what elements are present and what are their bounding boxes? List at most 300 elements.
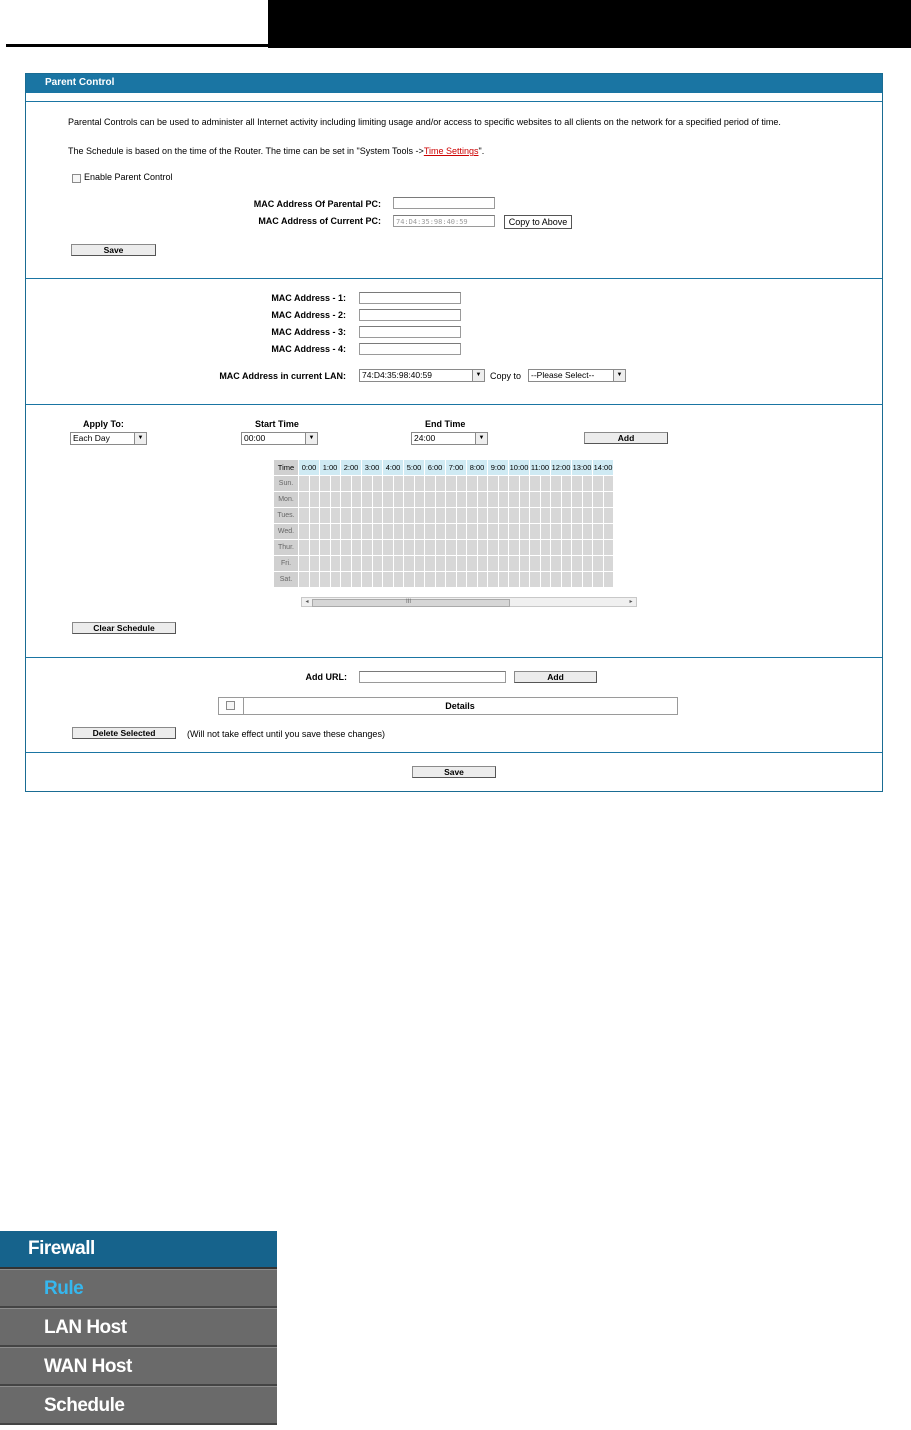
time-slot-cell[interactable] (320, 572, 331, 588)
clear-schedule-button[interactable]: Clear Schedule (72, 622, 176, 634)
time-slot-cell[interactable] (320, 540, 331, 556)
divider (26, 752, 882, 753)
time-slot-cell[interactable] (530, 492, 541, 508)
time-slot-cell[interactable] (330, 540, 341, 556)
mac-3-label: MAC Address - 3: (271, 327, 346, 337)
time-slot-cell[interactable] (582, 540, 593, 556)
schedule-note-prefix: The Schedule is based on the time of the Router. The time can be set in "System Tools -> (68, 146, 424, 156)
panel-title: Parent Control (26, 74, 882, 93)
time-slot-cell[interactable] (593, 540, 604, 556)
time-slot-cell[interactable] (383, 492, 394, 508)
hour-header: 5:00 (404, 460, 425, 476)
time-slot-cell[interactable] (414, 524, 425, 540)
time-slot-cell[interactable] (498, 508, 509, 524)
time-slot-cell[interactable] (477, 556, 488, 572)
time-slot-cell[interactable] (446, 524, 457, 540)
time-slot-cell[interactable] (393, 476, 404, 492)
hour-header: 10:00 (509, 460, 530, 476)
time-slot-cell[interactable] (309, 476, 320, 492)
time-slot-cell[interactable] (488, 476, 499, 492)
time-slot-cell[interactable] (456, 524, 467, 540)
time-slot-cell[interactable] (299, 572, 310, 588)
time-slot-cell[interactable] (519, 524, 530, 540)
time-slot-cell[interactable] (404, 556, 415, 572)
time-slot-cell[interactable] (582, 476, 593, 492)
chevron-down-icon: ▼ (475, 433, 487, 444)
time-slot-cell[interactable] (572, 476, 583, 492)
time-slot-cell[interactable] (320, 524, 331, 540)
mac-4-input[interactable] (359, 343, 461, 355)
time-slot-cell[interactable] (603, 572, 614, 588)
time-slot-cell[interactable] (509, 524, 520, 540)
time-slot-cell[interactable] (393, 556, 404, 572)
time-slot-cell[interactable] (320, 556, 331, 572)
time-slot-cell[interactable] (341, 540, 352, 556)
time-slot-cell[interactable] (446, 492, 457, 508)
hour-header: 11:00 (530, 460, 551, 476)
scroll-right-icon[interactable]: ▸ (629, 599, 633, 605)
time-slot-cell[interactable] (362, 476, 373, 492)
mac-lan-selected: 74:D4:35:98:40:59 (362, 370, 432, 380)
select-all-checkbox[interactable] (226, 701, 235, 710)
time-slot-cell[interactable] (435, 476, 446, 492)
time-slot-cell[interactable] (530, 540, 541, 556)
time-slot-cell[interactable] (320, 476, 331, 492)
time-slot-cell[interactable] (540, 540, 551, 556)
time-slot-cell[interactable] (446, 556, 457, 572)
time-slot-cell[interactable] (330, 524, 341, 540)
time-slot-cell[interactable] (404, 524, 415, 540)
time-slot-cell[interactable] (456, 572, 467, 588)
menu-title[interactable]: Firewall (0, 1231, 277, 1269)
mac-lan-select[interactable] (359, 369, 485, 382)
time-slot-cell[interactable] (393, 572, 404, 588)
chevron-down-icon: ▼ (305, 433, 317, 444)
time-slot-cell[interactable] (372, 492, 383, 508)
time-slot-cell[interactable] (498, 540, 509, 556)
time-slot-cell[interactable] (435, 556, 446, 572)
time-slot-cell[interactable] (372, 524, 383, 540)
end-time-select[interactable] (411, 432, 488, 445)
time-slot-cell[interactable] (593, 524, 604, 540)
time-slot-cell[interactable] (488, 492, 499, 508)
time-slot-cell[interactable] (593, 556, 604, 572)
description-text: Parental Controls can be used to administer all Internet activity including limiting usage and/or access to specific websites to all clients on the network for a specified period of time. (68, 117, 781, 127)
time-slot-cell[interactable] (603, 476, 614, 492)
day-label: Wed. (274, 524, 299, 540)
delete-selected-button[interactable]: Delete Selected (72, 727, 176, 739)
url-details-table (218, 697, 678, 715)
time-slot-cell[interactable] (446, 476, 457, 492)
time-slot-cell[interactable] (551, 524, 562, 540)
time-slot-cell[interactable] (383, 556, 394, 572)
time-slot-cell[interactable] (477, 508, 488, 524)
time-slot-cell[interactable] (393, 492, 404, 508)
time-slot-cell[interactable] (519, 572, 530, 588)
scroll-left-icon[interactable]: ◂ (305, 599, 309, 605)
time-slot-cell[interactable] (561, 524, 572, 540)
time-slot-cell[interactable] (467, 508, 478, 524)
hour-header: 2:00 (341, 460, 362, 476)
page-header (0, 0, 911, 48)
time-slot-cell[interactable] (414, 540, 425, 556)
time-slot-cell[interactable] (393, 524, 404, 540)
time-slot-cell[interactable] (488, 572, 499, 588)
time-slot-cell[interactable] (362, 492, 373, 508)
time-slot-cell[interactable] (446, 508, 457, 524)
divider (26, 657, 882, 658)
header-underline (6, 44, 268, 47)
mac-current-field: 74:D4:35:98:40:59 (393, 215, 495, 227)
time-slot-cell[interactable] (477, 492, 488, 508)
time-slot-cell[interactable] (572, 524, 583, 540)
hour-header: 13:00 (572, 460, 593, 476)
time-slot-cell[interactable] (299, 508, 310, 524)
time-slot-cell[interactable] (509, 492, 520, 508)
time-slot-cell[interactable] (414, 572, 425, 588)
time-slot-cell[interactable] (362, 572, 373, 588)
time-slot-cell[interactable] (498, 476, 509, 492)
hour-header: 3:00 (362, 460, 383, 476)
time-slot-cell[interactable] (435, 492, 446, 508)
time-slot-cell[interactable] (425, 556, 436, 572)
time-slot-cell[interactable] (351, 540, 362, 556)
time-slot-cell[interactable] (561, 572, 572, 588)
time-slot-cell[interactable] (509, 508, 520, 524)
time-slot-cell[interactable] (309, 524, 320, 540)
time-slot-cell[interactable] (425, 508, 436, 524)
time-slot-cell[interactable] (582, 492, 593, 508)
time-slot-cell[interactable] (414, 508, 425, 524)
hour-header: 9:00 (488, 460, 509, 476)
add-url-input[interactable] (359, 671, 506, 683)
select-all-cell (219, 698, 244, 714)
time-slot-cell[interactable] (540, 572, 551, 588)
time-slot-cell[interactable] (593, 476, 604, 492)
mac-lan-label: MAC Address in current LAN: (219, 371, 346, 381)
time-slot-cell[interactable] (477, 572, 488, 588)
time-slot-cell[interactable] (530, 508, 541, 524)
time-slot-cell[interactable] (498, 556, 509, 572)
time-slot-cell[interactable] (498, 572, 509, 588)
copy-to-select[interactable] (528, 369, 626, 382)
schedule-row (274, 476, 614, 492)
time-slot-cell[interactable] (341, 492, 352, 508)
schedule-note-suffix: ". (478, 146, 485, 156)
time-slot-cell[interactable] (467, 524, 478, 540)
time-slot-cell[interactable] (372, 556, 383, 572)
time-slot-cell[interactable] (509, 572, 520, 588)
time-slot-cell[interactable] (519, 476, 530, 492)
mac-2-input[interactable] (359, 309, 461, 321)
time-slot-cell[interactable] (477, 524, 488, 540)
end-time-selected: 24:00 (414, 433, 436, 443)
time-slot-cell[interactable] (372, 508, 383, 524)
schedule-note (68, 145, 848, 157)
mac-1-label: MAC Address - 1: (271, 293, 346, 303)
schedule-table[interactable] (273, 459, 614, 588)
time-slot-cell[interactable] (414, 492, 425, 508)
time-slot-cell[interactable] (393, 540, 404, 556)
add-url-button[interactable]: Add (514, 671, 597, 683)
time-slot-cell[interactable] (509, 476, 520, 492)
enable-parent-control-label: Enable Parent Control (84, 172, 173, 182)
time-slot-cell[interactable] (488, 540, 499, 556)
day-label: Sat. (274, 572, 299, 588)
time-slot-cell[interactable] (320, 508, 331, 524)
save-parental-button[interactable]: Save (71, 244, 156, 256)
day-label: Tues. (274, 508, 299, 524)
time-slot-cell[interactable] (341, 476, 352, 492)
time-slot-cell[interactable] (404, 540, 415, 556)
schedule-grid[interactable] (273, 459, 614, 588)
time-slot-cell[interactable] (425, 476, 436, 492)
time-slot-cell[interactable] (341, 556, 352, 572)
time-slot-cell[interactable] (383, 540, 394, 556)
mac-1-input[interactable] (359, 292, 461, 304)
time-slot-cell[interactable] (582, 556, 593, 572)
time-slot-cell[interactable] (593, 492, 604, 508)
time-slot-cell[interactable] (519, 508, 530, 524)
time-slot-cell[interactable] (467, 492, 478, 508)
mac-current-label: MAC Address of Current PC: (258, 216, 381, 226)
time-slot-cell[interactable] (603, 508, 614, 524)
copy-to-above-button[interactable]: Copy to Above (504, 215, 572, 229)
time-slot-cell[interactable] (425, 492, 436, 508)
delete-note: (Will not take effect until you save these changes) (187, 729, 385, 739)
menu-item-rule[interactable]: Rule (0, 1269, 277, 1308)
apply-to-selected: Each Day (73, 433, 110, 443)
time-slot-cell[interactable] (446, 572, 457, 588)
time-slot-cell[interactable] (299, 556, 310, 572)
hour-header: 12:00 (551, 460, 572, 476)
time-slot-cell[interactable] (435, 572, 446, 588)
time-slot-cell[interactable] (404, 508, 415, 524)
time-slot-cell[interactable] (414, 476, 425, 492)
hour-header: 14:00 (593, 460, 614, 476)
time-slot-cell[interactable] (351, 492, 362, 508)
time-slot-cell[interactable] (561, 556, 572, 572)
schedule-row (274, 540, 614, 556)
time-slot-cell[interactable] (509, 540, 520, 556)
time-slot-cell[interactable] (362, 556, 373, 572)
time-slot-cell[interactable] (488, 556, 499, 572)
menu-item-wan-host[interactable]: WAN Host (0, 1347, 277, 1386)
time-slot-cell[interactable] (425, 524, 436, 540)
time-slot-cell[interactable] (603, 524, 614, 540)
time-slot-cell[interactable] (467, 476, 478, 492)
time-slot-cell[interactable] (435, 540, 446, 556)
hour-header: 0:00 (299, 460, 320, 476)
time-slot-cell[interactable] (467, 540, 478, 556)
time-slot-cell[interactable] (351, 556, 362, 572)
time-slot-cell[interactable] (551, 572, 562, 588)
menu-item-schedule[interactable]: Schedule (0, 1386, 277, 1425)
menu-item-lan-host[interactable]: LAN Host (0, 1308, 277, 1347)
time-slot-cell[interactable] (383, 508, 394, 524)
time-slot-cell[interactable] (330, 556, 341, 572)
time-slot-cell[interactable] (572, 492, 583, 508)
time-slot-cell[interactable] (477, 540, 488, 556)
time-slot-cell[interactable] (456, 492, 467, 508)
start-time-selected: 00:00 (244, 433, 266, 443)
time-slot-cell[interactable] (540, 508, 551, 524)
time-slot-cell[interactable] (299, 524, 310, 540)
time-slot-cell[interactable] (561, 492, 572, 508)
divider (26, 278, 882, 279)
time-slot-cell[interactable] (467, 556, 478, 572)
header-black-bar (268, 0, 911, 48)
time-slot-cell[interactable] (603, 540, 614, 556)
day-label: Fri. (274, 556, 299, 572)
time-slot-cell[interactable] (582, 524, 593, 540)
time-slot-cell[interactable] (372, 476, 383, 492)
time-slot-cell[interactable] (540, 524, 551, 540)
time-slot-cell[interactable] (351, 508, 362, 524)
time-slot-cell[interactable] (309, 572, 320, 588)
time-slot-cell[interactable] (320, 492, 331, 508)
time-slot-cell[interactable] (435, 508, 446, 524)
time-slot-cell[interactable] (341, 524, 352, 540)
copy-to-label: Copy to (490, 371, 522, 381)
time-slot-cell[interactable] (299, 540, 310, 556)
scrollbar-grip: III (406, 599, 412, 605)
time-slot-cell[interactable] (561, 540, 572, 556)
time-slot-cell[interactable] (414, 556, 425, 572)
time-slot-cell[interactable] (351, 524, 362, 540)
divider (26, 404, 882, 405)
time-slot-cell[interactable] (299, 492, 310, 508)
time-slot-cell[interactable] (383, 572, 394, 588)
time-slot-cell[interactable] (330, 572, 341, 588)
time-slot-cell[interactable] (582, 572, 593, 588)
divider (26, 101, 882, 102)
schedule-row (274, 508, 614, 524)
time-slot-cell[interactable] (530, 556, 541, 572)
save-button[interactable]: Save (412, 766, 496, 778)
mac-3-input[interactable] (359, 326, 461, 338)
time-slot-cell[interactable] (572, 508, 583, 524)
time-slot-cell[interactable] (309, 492, 320, 508)
time-slot-cell[interactable] (425, 572, 436, 588)
time-slot-cell[interactable] (456, 556, 467, 572)
time-slot-cell[interactable] (540, 556, 551, 572)
chevron-down-icon: ▼ (613, 370, 625, 381)
time-slot-cell[interactable] (404, 572, 415, 588)
schedule-row (274, 556, 614, 572)
time-slot-cell[interactable] (341, 508, 352, 524)
grid-horizontal-scrollbar[interactable] (301, 597, 637, 607)
time-slot-cell[interactable] (519, 492, 530, 508)
time-slot-cell[interactable] (561, 508, 572, 524)
time-slot-cell[interactable] (456, 476, 467, 492)
time-slot-cell[interactable] (509, 556, 520, 572)
time-slot-cell[interactable] (435, 524, 446, 540)
time-slot-cell[interactable] (582, 508, 593, 524)
time-slot-cell[interactable] (551, 476, 562, 492)
time-settings-link[interactable]: Time Settings (423, 146, 479, 156)
start-time-select[interactable] (241, 432, 318, 445)
time-slot-cell[interactable] (551, 556, 562, 572)
time-slot-cell[interactable] (299, 476, 310, 492)
time-slot-cell[interactable] (593, 508, 604, 524)
time-slot-cell[interactable] (540, 492, 551, 508)
time-slot-cell[interactable] (530, 476, 541, 492)
add-schedule-button[interactable]: Add (584, 432, 668, 444)
time-slot-cell[interactable] (404, 492, 415, 508)
time-slot-cell[interactable] (551, 540, 562, 556)
time-slot-cell[interactable] (603, 556, 614, 572)
time-slot-cell[interactable] (530, 572, 541, 588)
time-slot-cell[interactable] (372, 540, 383, 556)
time-slot-cell[interactable] (383, 524, 394, 540)
time-slot-cell[interactable] (456, 508, 467, 524)
time-slot-cell[interactable] (603, 492, 614, 508)
time-slot-cell[interactable] (362, 540, 373, 556)
parent-control-panel (25, 73, 883, 792)
time-slot-cell[interactable] (477, 476, 488, 492)
time-slot-cell[interactable] (467, 572, 478, 588)
time-slot-cell[interactable] (330, 492, 341, 508)
details-header: Details (445, 701, 475, 711)
time-slot-cell[interactable] (488, 508, 499, 524)
time-slot-cell[interactable] (309, 540, 320, 556)
time-slot-cell[interactable] (519, 556, 530, 572)
time-slot-cell[interactable] (309, 556, 320, 572)
enable-parent-control-checkbox[interactable] (72, 174, 81, 183)
firewall-menu (0, 1231, 277, 1425)
time-slot-cell[interactable] (551, 492, 562, 508)
time-slot-cell[interactable] (561, 476, 572, 492)
time-slot-cell[interactable] (488, 524, 499, 540)
copy-to-selected: --Please Select-- (531, 370, 595, 380)
time-slot-cell[interactable] (551, 508, 562, 524)
time-slot-cell[interactable] (330, 476, 341, 492)
time-slot-cell[interactable] (309, 508, 320, 524)
end-time-label: End Time (425, 419, 466, 429)
time-slot-cell[interactable] (519, 540, 530, 556)
time-slot-cell[interactable] (351, 572, 362, 588)
time-slot-cell[interactable] (572, 540, 583, 556)
time-slot-cell[interactable] (530, 524, 541, 540)
chevron-down-icon: ▼ (134, 433, 146, 444)
schedule-row (274, 524, 614, 540)
time-slot-cell[interactable] (572, 556, 583, 572)
time-slot-cell[interactable] (341, 572, 352, 588)
mac-parental-input[interactable] (393, 197, 495, 209)
time-slot-cell[interactable] (362, 524, 373, 540)
time-slot-cell[interactable] (383, 476, 394, 492)
time-slot-cell[interactable] (498, 524, 509, 540)
time-slot-cell[interactable] (362, 508, 373, 524)
time-slot-cell[interactable] (425, 540, 436, 556)
time-slot-cell[interactable] (351, 476, 362, 492)
apply-to-select[interactable] (70, 432, 147, 445)
time-header: Time (274, 460, 299, 476)
time-slot-cell[interactable] (404, 476, 415, 492)
time-slot-cell[interactable] (540, 476, 551, 492)
time-slot-cell[interactable] (372, 572, 383, 588)
day-label: Sun. (274, 476, 299, 492)
time-slot-cell[interactable] (456, 540, 467, 556)
time-slot-cell[interactable] (593, 572, 604, 588)
time-slot-cell[interactable] (446, 540, 457, 556)
time-slot-cell[interactable] (393, 508, 404, 524)
apply-to-label: Apply To: (83, 419, 124, 429)
time-slot-cell[interactable] (498, 492, 509, 508)
time-slot-cell[interactable] (572, 572, 583, 588)
time-slot-cell[interactable] (330, 508, 341, 524)
